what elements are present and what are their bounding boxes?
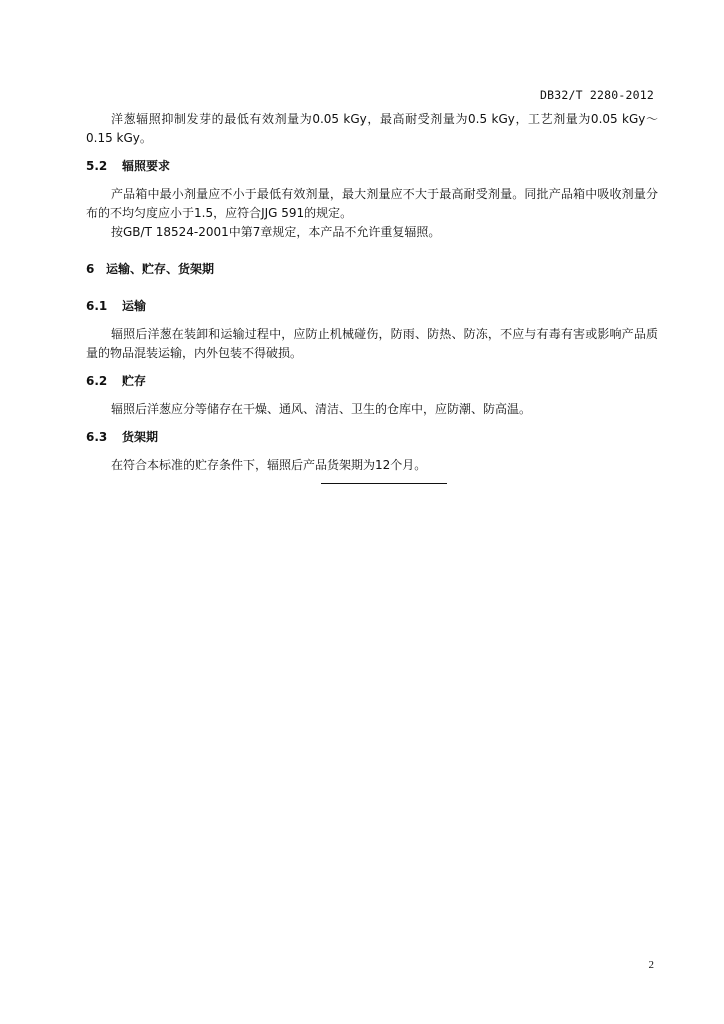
- section-6-3-heading: [86, 428, 658, 447]
- section-title: 运输、贮存、货架期: [106, 262, 215, 276]
- section-number: 6.2: [86, 374, 108, 388]
- end-divider: [321, 483, 447, 484]
- section-number: 6.1: [86, 299, 108, 313]
- section-6-heading: [86, 260, 658, 279]
- section-6-1-paragraph-1: 辐照后洋葱在装卸和运输过程中，应防止机械碰伤，防雨、防热、防冻，不应与有毒有害或影响产品质量的物品混装运输，内外包装不得破损。: [86, 327, 658, 360]
- section-number: 6: [86, 262, 95, 276]
- section-title: 辐照要求: [122, 159, 171, 173]
- page-number: 2: [648, 959, 654, 971]
- section-title: 运输: [122, 299, 147, 313]
- page-content: [86, 110, 658, 475]
- section-title: 货架期: [122, 430, 159, 444]
- section-5-2-paragraph-1: 产品箱中最小剂量应不小于最低有效剂量，最大剂量应不大于最高耐受剂量。同批产品箱中吸收剂量分布的不均匀度应小于1.5，应符合JJG 591的规定。: [86, 187, 658, 220]
- section-5-2-heading: [86, 157, 658, 176]
- document-code: DB32/T 2280-2012: [540, 88, 654, 102]
- section-title: 贮存: [122, 374, 147, 388]
- intro-paragraph: 洋葱辐照抑制发芽的最低有效剂量为0.05 kGy，最高耐受剂量为0.5 kGy，工艺剂量为0.05 kGy～0.15 kGy。: [86, 112, 658, 145]
- section-number: 6.3: [86, 430, 108, 444]
- section-6-1-heading: [86, 297, 658, 316]
- section-6-2-paragraph-1: 辐照后洋葱应分等储存在干燥、通风、清洁、卫生的仓库中，应防潮、防高温。: [111, 402, 532, 416]
- section-6-2-heading: [86, 372, 658, 391]
- section-6-3-paragraph-1: 在符合本标准的贮存条件下，辐照后产品货架期为12个月。: [111, 458, 427, 472]
- section-number: 5.2: [86, 159, 108, 173]
- section-5-2-paragraph-2: 按GB/T 18524-2001中第7章规定，本产品不允许重复辐照。: [111, 225, 441, 239]
